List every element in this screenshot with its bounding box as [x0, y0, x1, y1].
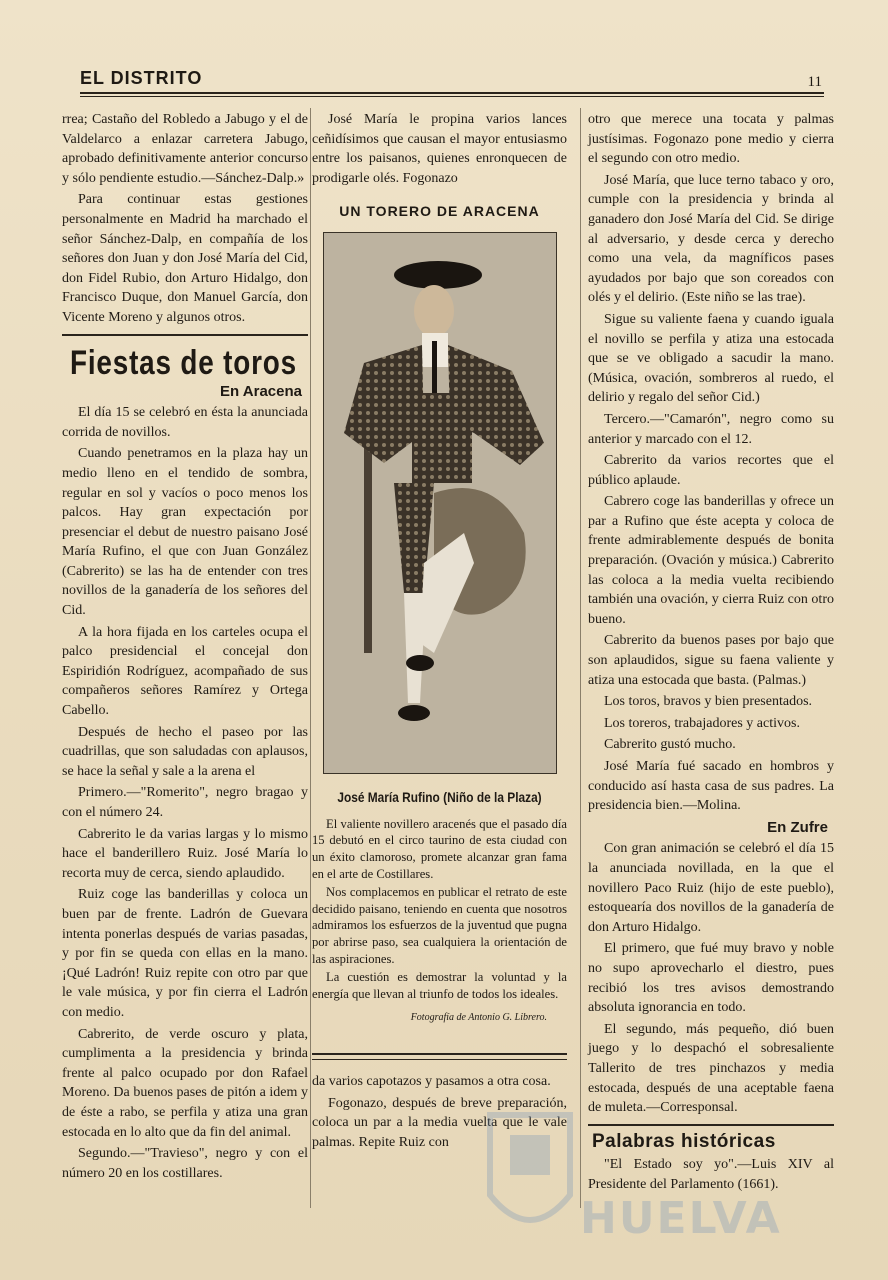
photo-section-title: UN TORERO DE ARACENA: [339, 203, 540, 220]
newspaper-title: EL DISTRITO: [80, 68, 203, 88]
article-heading: Fiestas de toros: [70, 343, 297, 382]
article-paragraph: Cabrerito, de verde oscuro y plata, cumplimenta a la presidencia y brinda frente al palco ocupado por don Rafael Moreno. Da buenos pases de pitón a idem y de éste a rabo, se perfila y atiza una gran estocada en lo alto que da fin del animal.: [62, 1026, 308, 1140]
article-paragraph: José María le propina varios lances ceñidísimos que causan el mayor entusiasmo entre los paisanos, quienes enronquecen de prodigarle olés. Fogonazo: [312, 112, 567, 186]
column-2: [312, 110, 567, 1155]
torero-photo: [323, 232, 557, 774]
article-paragraph: otro que merece una tocata y palmas justísimas. Fogonazo pone medio y cierra el segundo con otro medio.: [588, 112, 834, 167]
photo-caption: [312, 816, 567, 1028]
article-paragraph: José María, que luce terno tabaco y oro, cumple con la presidencia y brinda al ganadero don José María del Cid. Se dirige al adversario, y desde cerca y derecho como una vela, da magníficos pases ayudados por bajo que son coreados con olés y el delirio. (Este niño se las trae).: [588, 172, 834, 306]
column-3: [588, 110, 834, 1196]
photo-credit: Fotografía de Antonio G. Librero.: [410, 1012, 547, 1024]
article-paragraph: Después de hecho el paseo por las cuadrillas, que son saludadas con aplausos, se hace la señal y sale a la arena el: [62, 724, 308, 779]
palabras-text: "El Estado soy yo".—Luis XIV al Presidente del Parlamento (1661).: [588, 1157, 834, 1192]
header-rule: [80, 92, 824, 94]
caption-paragraph: El valiente novillero aracenés que el pasado día 15 debutó en el circo taurino de esta ciudad con un éxito clamoroso, promete alcanzar gran fama en el arte de Costillares.: [312, 816, 567, 881]
article-paragraph: Con gran animación se celebró el día 15 la anunciada novillada, en la que el novillero Paco Ruiz (hijo de este pueblo), estoquearía dos novillos de la ganadería de don Arturo Hidalgo.: [588, 841, 834, 935]
article-paragraph: El día 15 se celebró en ésta la anunciada corrida de novillos.: [62, 405, 308, 440]
article-paragraph: Tercero.—"Camarón", negro como su anterior y marcado con el 12.: [588, 411, 834, 447]
column-divider: [580, 108, 581, 1208]
column-1: [62, 110, 308, 1185]
section-rule: [588, 1124, 834, 1126]
page-number: 11: [807, 74, 822, 90]
header-rule-thin: [80, 96, 824, 97]
page-header: [80, 66, 826, 94]
article-paragraph: Primero.—"Romerito", negro bragao y con el número 24.: [62, 785, 308, 820]
article-subheading: En Aracena: [220, 382, 302, 400]
watermark-text: HUELVA: [580, 1193, 782, 1244]
section-rule-thin: [312, 1059, 567, 1060]
article-paragraph: Los toros, bravos y bien presentados.: [604, 694, 813, 710]
section-rule: [62, 334, 308, 336]
caption-paragraph: La cuestión es demostrar la voluntad y la energía que llevan al triunfo de todos los ideales.: [312, 969, 567, 1001]
article-paragraph: Cabrerito gustó mucho.: [604, 737, 736, 753]
article-paragraph: rrea; Castaño del Robledo a Jabugo y el de Valdelarco a enlazar carretera Jabugo, aprobado definitivamente anterior concurso y sólo pendiente estudio.—Sánchez-Dalp.»: [62, 112, 308, 186]
article-paragraph: Cabrerito le da varias largas y lo mismo hace el banderillero Ruiz. José María lo recorta muy de cerca, siendo aplaudido.: [62, 826, 308, 881]
article-paragraph: Cabrerito da buenos pases por bajo que son aplaudidos, sigue su faena valiente y atiza una estocada que basta. (Palmas.): [588, 633, 834, 688]
article-paragraph: Los toreros, trabajadores y activos.: [604, 715, 800, 731]
article-paragraph: Para continuar estas gestiones personalmente en Madrid ha marchado el señor Sánchez-Dalp, en compañía de los señores don Juan y don José María del Cid, don Fidel Rubio, don Arturo Hidalgo, don Francisco Duque, don Manuel García, don Vicente Moreno y algunos otros.: [62, 192, 308, 325]
section-rule: [312, 1053, 567, 1055]
article-paragraph: Cabrero coge las banderillas y ofrece un par a Rufino que éste acepta y coloca de frente admirablemente después de bonita preparación. (Ovación y música.) Cabrerito las coloca a la media vuelta recibiendo también una ovación, y cierra Ruiz con otro bueno.: [588, 494, 834, 627]
article-paragraph: Ruiz coge las banderillas y coloca un buen par de frente. Ladrón de Guevara intenta ponerlas después de varias pasadas, y por fin se queda con ellas en la mano. ¡Qué Ladrón! Ruiz repite con otro par que le vale música, y por fin cierra el Ladrón con medio.: [62, 887, 308, 1020]
article-paragraph: Sigue su valiente faena y cuando iguala el novillo se perfila y atiza una estocada que se ve obligado a sacudir la mano. (Música, ovación, sombreros al ruedo, el delirio y regalo del señor Cid.): [588, 311, 834, 406]
palabras-heading: Palabras históricas: [592, 1130, 776, 1152]
caption-paragraph: Nos complacemos en publicar el retrato de este decidido paisano, teniendo en cuenta que nosotros admiramos los esfuerzos de la juventud que pugna por abrirse paso, sea cualquiera la orientación de las aspiraciones.: [312, 884, 567, 966]
article-paragraph: da varios capotazos y pasamos a otra cosa.: [312, 1074, 551, 1090]
article-paragraph: Fogonazo, después de breve preparación, coloca un par a la media vuelta que le vale palmas. Repite Ruiz con: [312, 1095, 567, 1150]
article-subheading: En Zufre: [767, 818, 828, 836]
article-paragraph: Cuando penetramos en la plaza hay un medio lleno en el tendido de sombra, regular en sol y vacíos o poco menos los palcos. Hay gran expectación por presenciar el debut de nuestro paisano José María Rufino, el que con Juan González (Cabrerito) se las ha de entender con tres novillos de la ganadería de los señores del Cid.: [62, 446, 308, 619]
article-paragraph: Cabrerito da varios recortes que el público aplaude.: [588, 453, 834, 488]
article-paragraph: Segundo.—"Travieso", negro y con el número 20 en los costillares.: [62, 1146, 308, 1181]
column-divider: [310, 108, 311, 1208]
bullfighter-illustration: [324, 233, 556, 773]
article-paragraph: El primero, que fué muy bravo y noble no supo aprovecharlo el diestro, pues recibió los tres avisos demostrando absoluta ignorancia en todo.: [588, 941, 834, 1016]
article-paragraph: A la hora fijada en los carteles ocupa el palco presidencial el concejal don Espiridión Rodríguez, acompañado de sus compañeros señores Ramírez y Ortega Cabello.: [62, 624, 308, 719]
article-paragraph: José María fué sacado en hombros y conducido así hasta casa de sus padres. La presidencia bien.—Molina.: [588, 759, 834, 814]
article-paragraph: El segundo, más pequeño, dió buen juego y lo despachó el sobresaliente Tallerito de tres pinchazos y media estocada, después de una aceptable faena de muleta.—Corresponsal.: [588, 1021, 834, 1116]
photo-caption-name: José María Rufino (Niño de la Plaza): [337, 788, 542, 805]
